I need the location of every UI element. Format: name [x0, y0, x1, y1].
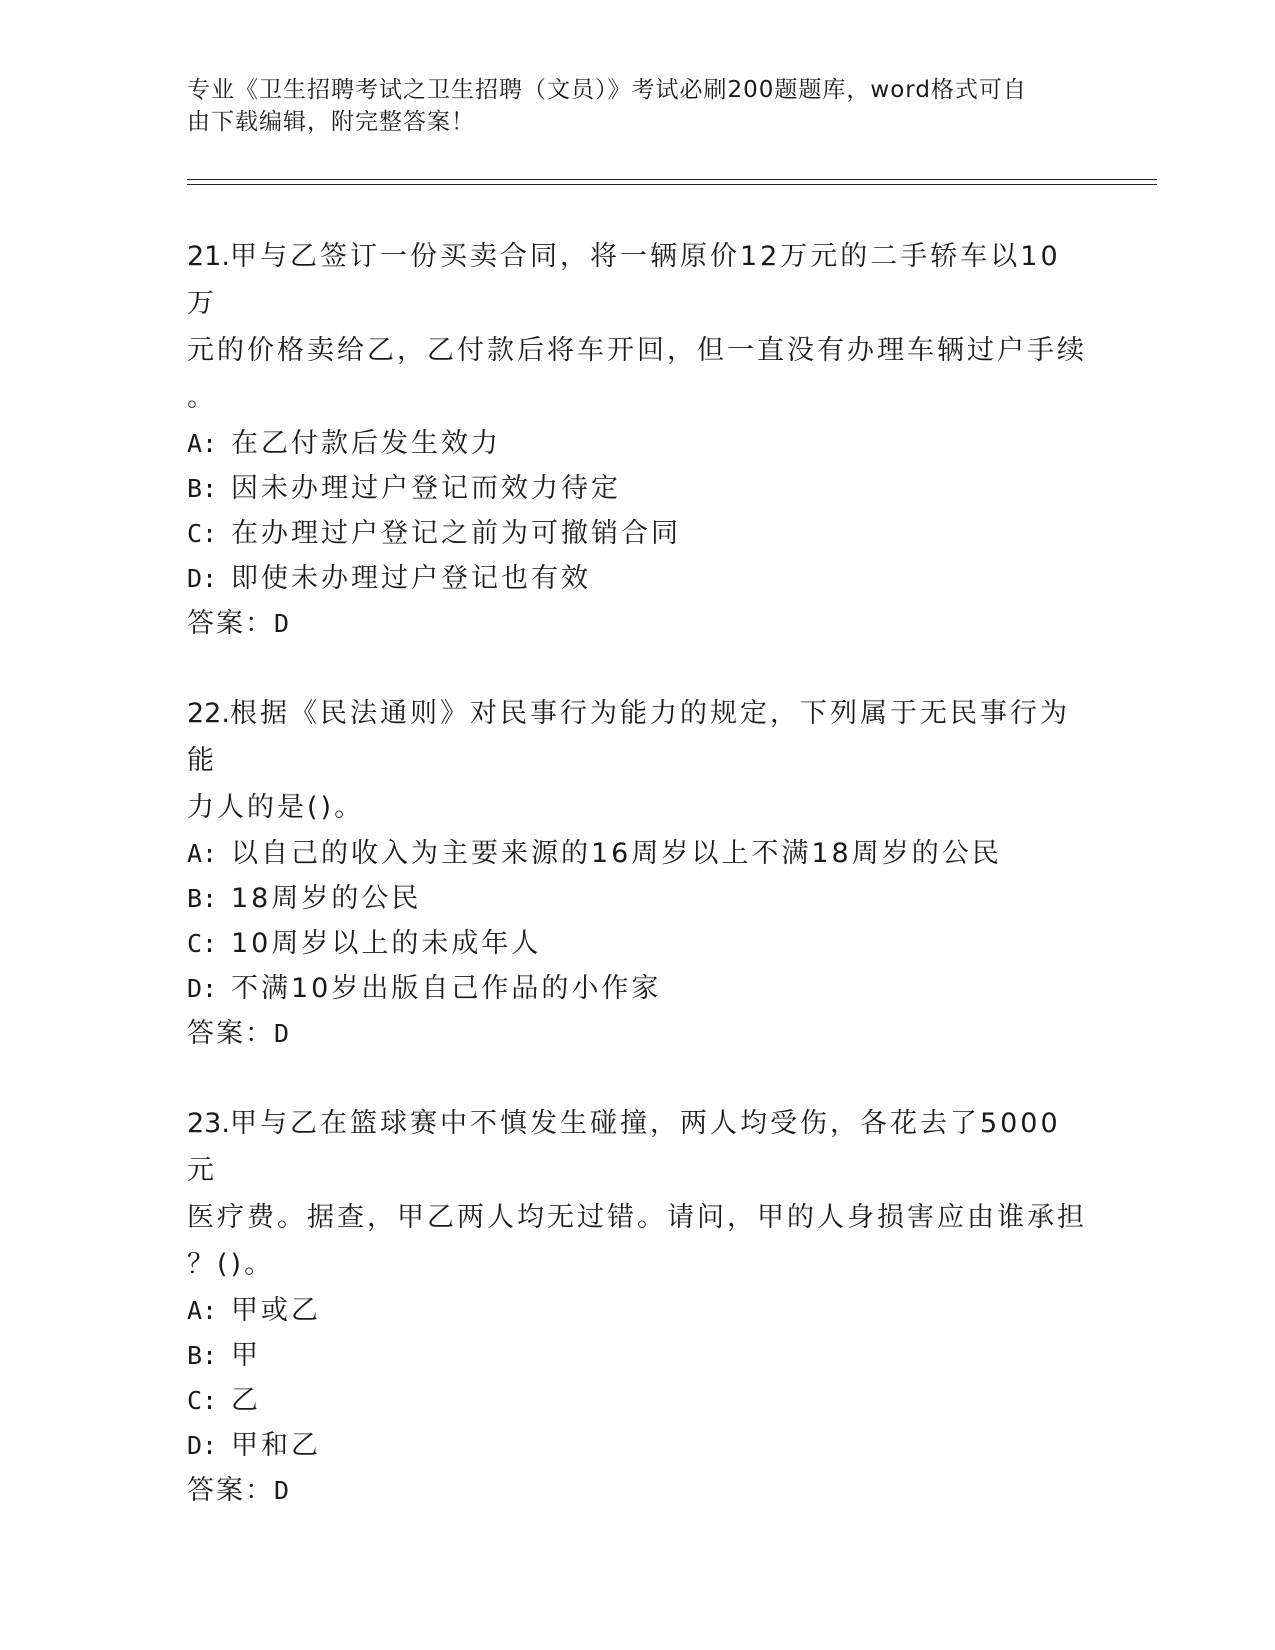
option-letter: D: — [187, 564, 218, 593]
option-text: 甲 — [231, 1340, 261, 1371]
option-letter: A: — [187, 839, 218, 868]
answer-label: 答案： — [187, 1475, 274, 1506]
question-stem — [187, 1100, 1087, 1288]
question-21 — [187, 233, 1087, 647]
question-text: 甲与乙签订一份买卖合同，将一辆原价12万元的二手轿车以10万 — [187, 241, 1061, 319]
answer-label: 答案： — [187, 608, 274, 639]
question-number: 22. — [187, 698, 230, 729]
option-letter: C: — [187, 929, 218, 958]
question-stem — [187, 233, 1087, 421]
option-letter: D: — [187, 1431, 218, 1460]
option-b — [187, 466, 1087, 511]
option-letter: C: — [187, 1386, 218, 1415]
option-text: 因未办理过户登记而效力待定 — [231, 473, 621, 504]
option-letter: B: — [187, 884, 218, 913]
option-text: 18周岁的公民 — [231, 883, 422, 914]
option-c — [187, 1378, 1087, 1423]
header-line-1: 专业《卫生招聘考试之卫生招聘（文员）》考试必刷200题题库，word格式可自 — [187, 77, 1027, 103]
answer-line — [187, 601, 1087, 647]
question-22 — [187, 690, 1087, 1057]
header-line-2: 由下载编辑，附完整答案！ — [187, 109, 475, 135]
document-header — [187, 74, 1087, 138]
option-c — [187, 511, 1087, 556]
option-d — [187, 1423, 1087, 1468]
answer-line — [187, 1468, 1087, 1514]
question-23 — [187, 1100, 1087, 1514]
question-stem-line: 元的价格卖给乙，乙付款后将车开回，但一直没有办理车辆过户手续 — [187, 335, 1087, 366]
option-text: 在办理过户登记之前为可撤销合同 — [231, 518, 681, 549]
answer-label: 答案： — [187, 1018, 274, 1049]
header-double-rule — [187, 179, 1157, 185]
question-list — [187, 233, 1087, 1557]
option-text: 甲和乙 — [231, 1430, 321, 1461]
option-text: 不满10岁出版自己作品的小作家 — [231, 973, 662, 1004]
answer-value: D — [274, 609, 292, 638]
answer-value: D — [274, 1476, 292, 1505]
question-number: 23. — [187, 1108, 230, 1139]
question-stem-line: 。 — [187, 382, 217, 413]
option-a — [187, 831, 1087, 876]
option-letter: B: — [187, 1341, 218, 1370]
option-letter: B: — [187, 474, 218, 503]
question-stem-line — [187, 690, 1087, 784]
option-letter: A: — [187, 1296, 218, 1325]
question-stem — [187, 690, 1087, 831]
option-c — [187, 921, 1087, 966]
question-number: 21. — [187, 241, 230, 272]
question-stem-line: 力人的是()。 — [187, 792, 365, 823]
option-text: 以自己的收入为主要来源的16周岁以上不满18周岁的公民 — [231, 838, 1002, 869]
question-stem-line: 医疗费。据查，甲乙两人均无过错。请问，甲的人身损害应由谁承担 — [187, 1202, 1087, 1233]
option-b — [187, 876, 1087, 921]
question-stem-line — [187, 1100, 1087, 1194]
answer-value: D — [274, 1019, 292, 1048]
option-text: 乙 — [231, 1385, 261, 1416]
option-letter: D: — [187, 974, 218, 1003]
option-text: 10周岁以上的未成年人 — [231, 928, 542, 959]
option-a — [187, 1288, 1087, 1333]
option-d — [187, 556, 1087, 601]
question-text: 甲与乙在篮球赛中不慎发生碰撞，两人均受伤，各花去了5000元 — [187, 1108, 1061, 1186]
option-text: 在乙付款后发生效力 — [231, 428, 501, 459]
option-letter: C: — [187, 519, 218, 548]
question-stem-line: ？()。 — [187, 1249, 275, 1280]
option-letter: A: — [187, 429, 218, 458]
option-a — [187, 421, 1087, 466]
option-text: 即使未办理过户登记也有效 — [231, 563, 591, 594]
question-stem-line — [187, 233, 1087, 327]
option-d — [187, 966, 1087, 1011]
question-text: 根据《民法通则》对民事行为能力的规定，下列属于无民事行为能 — [187, 698, 1070, 776]
option-text: 甲或乙 — [231, 1295, 321, 1326]
answer-line — [187, 1011, 1087, 1057]
option-b — [187, 1333, 1087, 1378]
